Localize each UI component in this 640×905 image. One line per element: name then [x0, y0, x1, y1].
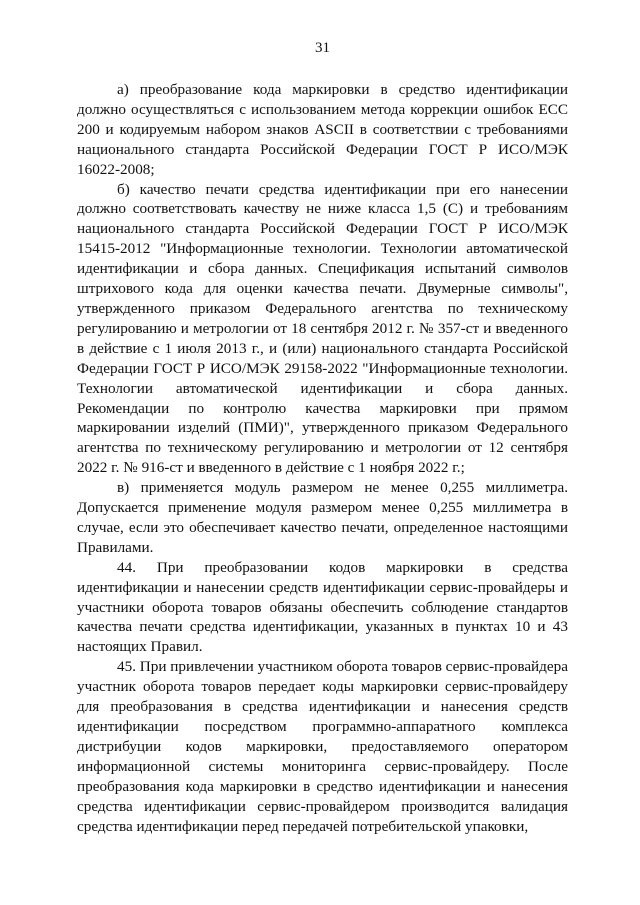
paragraph-44: 44. При преобразовании кодов маркировки в средства идентификации и нанесении средств идентификации сервис-провайдеры и участники оборота товаров обязаны обеспечить соблюдение стандартов качества печати средства идентификации, указанных в пунктах 10 и 43 настоящих Правил.	[77, 558, 568, 656]
page-number: 31	[315, 40, 330, 56]
paragraph-45: 45. При привлечении участником оборота товаров сервис-провайдера участник оборота товаров передает коды маркировки сервис-провайдеру для преобразования в средства идентификации и нанесения средств идентификации посредством программно-аппаратного комплекса дистрибуции кодов маркировки, предоставляемого оператором информационной системы мониторинга сервис-провайдеру. После преобразования кода маркировки в средство идентификации и нанесения средства идентификации сервис-провайдером производится валидация средства идентификации перед передачей потребительской упаковки,	[77, 658, 568, 835]
paragraph-a: а) преобразование кода маркировки в средство идентификации должно осуществляться с использованием метода коррекции ошибок ЕСС 200 и кодируемым набором знаков ASCII в соответствии с требованиями национального стандарта Российской Федерации ГОСТ Р ИСО/МЭК 16022-2008;	[77, 81, 568, 178]
paragraph-c: в) применяется модуль размером не менее 0,255 миллиметра. Допускается применение модуля размером менее 0,255 миллиметра в случае, если это обеспечивает качество печати, определенное настоящими Правилами.	[77, 479, 568, 556]
paragraph-b: б) качество печати средства идентификации при его нанесении должно соответствовать качеству не ниже класса 1,5 (С) и требованиям национального стандарта Российской Федерации ГОСТ Р ИСО/МЭК 15415-2012 "Информационные технологии. Технологии автоматической идентификации и сбора данных. Спецификация испытаний символов штрихового кода для оценки качества печати. Двумерные символы", утвержденного приказом Федерального агентства по техническому регулированию и метрологии от 18 сентября 2012 г. № 357-ст и введенного в действие с 1 июля 2013 г., и (или) национального стандарта Российской Федерации ГОСТ Р ИСО/МЭК 29158-2022 "Информационные технологии. Технологии автоматической идентификации и сбора данных. Рекомендации по контролю качества маркировки при прямом маркировании изделий (ПМИ)", утвержденного приказом Федерального агентства по техническому регулированию и метрологии от 12 сентября 2022 г. № 916-ст и введенного в действие с 1 ноября 2022 г.;	[77, 180, 568, 477]
